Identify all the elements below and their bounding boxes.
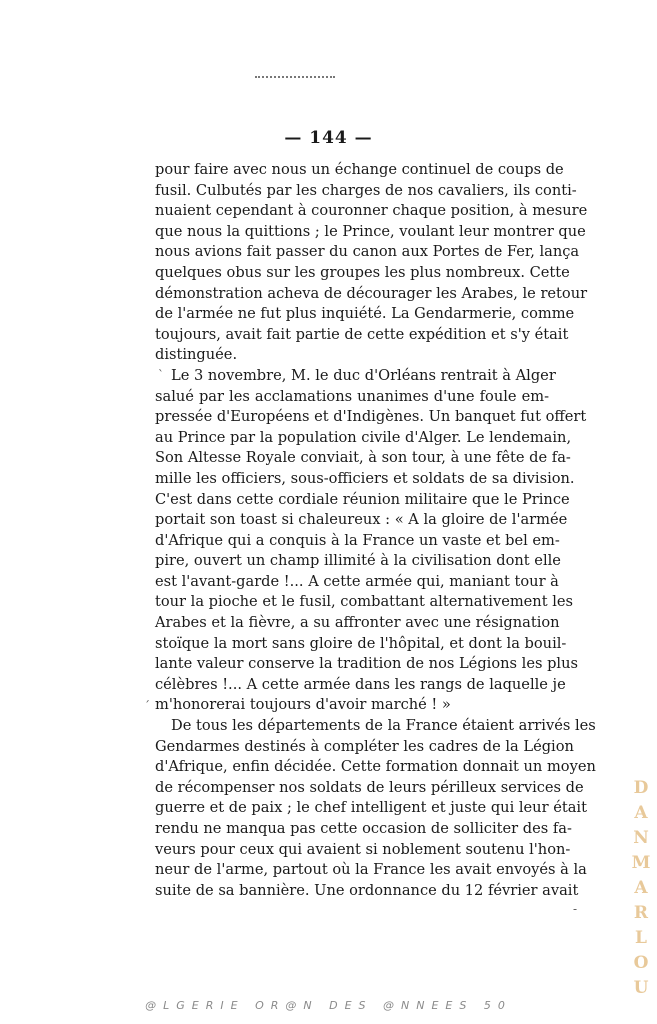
- text-line: au Prince par la population civile d'Alger. Le lendemain,: [155, 428, 572, 446]
- text-line: que nous la quittions ; le Prince, voulant leur montrer que: [155, 222, 586, 240]
- text-line: tour la pioche et le fusil, combattant alternativement les: [155, 593, 574, 611]
- header-ornament: [255, 76, 335, 81]
- text-line: mille les officiers, sous-officiers et soldats de sa division.: [155, 469, 575, 487]
- text-line: portait son toast si chaleureux : « A la gloire de l'armée: [155, 511, 568, 529]
- text-line: De tous les départements de la France étaient arrivés les: [171, 717, 596, 735]
- text-line: de l'armée ne fut plus inquiété. La Gendarmerie, comme: [155, 305, 575, 323]
- text-line: fusil. Culbutés par les charges de nos cavaliers, ils conti-: [155, 181, 577, 199]
- text-line: nous avions fait passer du canon aux Portes de Fer, lança: [155, 243, 580, 261]
- text-line: Arabes et la fièvre, a su affronter avec une résignation: [155, 614, 560, 632]
- text-line: rendu ne manqua pas cette occasion de solliciter des fa-: [155, 820, 572, 837]
- text-line: d'Afrique, enfin décidée. Cette formation donnait un moyen: [155, 758, 596, 776]
- watermark-letter: R: [633, 903, 649, 923]
- margin-tick-mark: ˋ: [158, 368, 164, 382]
- page-number: — 144 —: [284, 128, 373, 148]
- text-line: pour faire avec nous un échange continuel de coups de: [155, 161, 564, 178]
- text-line: lante valeur conserve la tradition de nos Légions les plus: [155, 655, 578, 673]
- text-line: stoïque la mort sans gloire de l'hôpital, et dont la bouil-: [155, 634, 567, 652]
- watermark-letter: D: [633, 778, 649, 798]
- paragraph: [155, 366, 587, 716]
- text-line: Le 3 novembre, M. le duc d'Orléans rentrait à Alger: [171, 366, 556, 384]
- text-line: salué par les acclamations unanimes d'une foule em-: [155, 387, 549, 405]
- watermark-letter: N: [633, 828, 649, 848]
- margin-tick-mark: -: [573, 902, 578, 916]
- body-text: [155, 160, 596, 901]
- text-line: m'honorerai toujours d'avoir marché ! »: [155, 696, 451, 714]
- text-line: distinguée.: [155, 346, 238, 364]
- watermark-letter: O: [633, 953, 649, 973]
- watermark-vertical: [630, 776, 652, 1001]
- watermark-letter: A: [634, 878, 648, 898]
- watermark-letter: L: [635, 928, 647, 948]
- watermark-letter: U: [633, 978, 649, 998]
- watermark-letter: M: [631, 853, 651, 873]
- text-line: Son Altesse Royale conviait, à son tour, à une fête de fa-: [155, 449, 571, 467]
- text-line: pire, ouvert un champ illimité à la civilisation dont elle: [155, 552, 561, 570]
- margin-tick-mark: ˊ: [144, 699, 150, 713]
- text-line: guerre et de paix ; le chef intelligent et juste qui leur était: [155, 799, 587, 817]
- text-line: est l'avant-garde !... A cette armée qui, maniant tour à: [155, 572, 559, 590]
- text-line: quelques obus sur les groupes les plus nombreux. Cette: [155, 263, 570, 281]
- text-line: toujours, avait fait partie de cette expédition et s'y était: [155, 325, 569, 343]
- text-line: d'Afrique qui a conquis à la France un vaste et bel em-: [155, 531, 560, 549]
- text-line: démonstration acheva de décourager les Arabes, le retour: [155, 284, 588, 302]
- paragraph: [155, 716, 596, 901]
- text-line: pressée d'Européens et d'Indigènes. Un banquet fut offert: [155, 408, 587, 426]
- text-line: C'est dans cette cordiale réunion militaire que le Prince: [155, 490, 570, 508]
- text-line: célèbres !... A cette armée dans les rangs de laquelle je: [155, 675, 566, 693]
- text-line: neur de l'arme, partout où la France les avait envoyés à la: [155, 861, 587, 879]
- paragraph: [155, 160, 588, 366]
- text-line: de récompenser nos soldats de leurs périlleux services de: [155, 778, 584, 796]
- watermark-letter: A: [634, 803, 648, 823]
- text-line: suite de sa bannière. Une ordonnance du 12 février avait: [155, 881, 579, 899]
- footer-caption: @LGERIE OR@N DES @NNEES 50: [145, 999, 512, 1012]
- text-line: veurs pour ceux qui avaient si noblement soutenu l'hon-: [155, 840, 571, 858]
- text-line: Gendarmes destinés à compléter les cadres de la Légion: [155, 737, 574, 755]
- text-line: nuaient cependant à couronner chaque position, à mesure: [155, 202, 588, 220]
